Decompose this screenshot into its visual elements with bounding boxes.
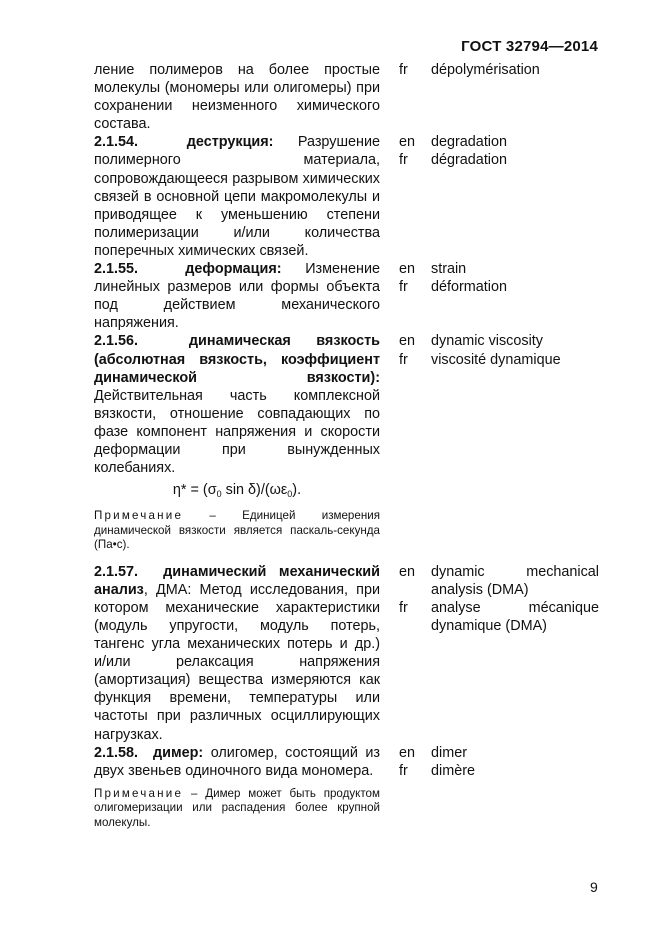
- translation-fr: [399, 278, 599, 296]
- lang-code: en: [399, 744, 416, 761]
- translation-text: dimer: [431, 744, 467, 761]
- term-number: 2.1.57.: [94, 563, 139, 580]
- term-entry-2-1-57: [94, 563, 604, 744]
- translation-text: déformation: [431, 279, 507, 296]
- lang-code: fr: [399, 279, 408, 296]
- term-paragraph: [94, 563, 380, 744]
- lang-code: fr: [399, 599, 408, 616]
- translation-text: dynamic viscosity: [431, 333, 543, 350]
- translation-en: [399, 744, 599, 762]
- term-paragraph: [94, 260, 380, 332]
- note: [94, 509, 380, 553]
- terms-list: [94, 61, 604, 830]
- translation-text: degradation: [431, 134, 508, 151]
- formula-subscript: 0: [287, 489, 293, 500]
- term-entry-2-1-55: [94, 260, 604, 332]
- term-translations: [399, 744, 599, 780]
- term-number: 2.1.56.: [94, 333, 139, 350]
- note-text: – Димер может быть продуктом олигомеризации или распадения более крупной молекулы.: [94, 786, 380, 829]
- term-entry-continuation: [94, 61, 604, 133]
- term-paragraph: [94, 133, 380, 260]
- document-header: ГОСТ 32794—2014: [461, 38, 598, 55]
- term-definition: , ДМА: Метод исследования, при котором механические характеристики (модуль упругости, модуль потерь, тангенс угла механических потерь и др.) и/или релаксация напряжения (амортизация) вещества измеряются как функция времени, температуры или частоты при различных осциллирующих нагрузках.: [94, 581, 380, 743]
- note-label: Примечание: [94, 786, 184, 800]
- term-translations: [399, 61, 599, 79]
- term-title: динамический механический анализ: [94, 563, 381, 598]
- term-title: деструкция:: [186, 134, 274, 151]
- term-number: 2.1.54.: [94, 134, 139, 151]
- translation-text: analyse mécanique dynamique (DMA): [431, 599, 599, 634]
- translation-en: [399, 260, 599, 278]
- translation-text: dégradation: [431, 152, 508, 169]
- translation-text: dynamic mechanical analysis (DMA): [431, 563, 599, 598]
- term-title: димер:: [153, 744, 204, 761]
- term-translations: [399, 133, 599, 169]
- lang-code: en: [399, 333, 416, 350]
- term-entry-2-1-58: [94, 744, 604, 831]
- translation-en: [399, 563, 599, 599]
- translation-fr: [399, 351, 599, 369]
- translation-text: dépolymérisation: [431, 62, 540, 78]
- term-paragraph: [94, 744, 380, 780]
- formula-part: sin δ)/(ωε: [221, 482, 288, 499]
- term-translations: [399, 332, 599, 368]
- term-definition: Разрушение полимерного материала, сопровождающееся разрывом химических связей в основной цепи макромолекулы и приводящее к уменьшению степени полимеризации и/или количества поперечных химических связей.: [94, 134, 381, 259]
- lang-code: en: [399, 134, 416, 151]
- lang-code: en: [399, 261, 416, 278]
- term-definition: Действительная часть комплексной вязкости, отношение совпадающих по фазе компонент напряжения и скорости деформации при вынужденных колебаниях.: [94, 387, 380, 477]
- lang-code: fr: [399, 762, 408, 779]
- translation-text: strain: [431, 261, 467, 278]
- lang-code: en: [399, 563, 416, 580]
- translation-en: [399, 332, 599, 350]
- term-definition: ление полимеров на более простые молекулы (мономеры или олигомеры) при сохранении неизменного химического состава.: [94, 62, 380, 133]
- term-title: динамическая вязкость (абсолютная вязкость, коэффициент динамической вязкости):: [94, 333, 380, 386]
- formula-part: ).: [292, 482, 302, 499]
- term-number: 2.1.55.: [94, 261, 139, 278]
- translation-text: viscosité dynamique: [431, 351, 561, 368]
- translation-fr: [399, 762, 599, 780]
- translation-text: dimère: [431, 762, 475, 779]
- lang-code: fr: [399, 152, 408, 169]
- term-entry-2-1-56: [94, 332, 604, 552]
- note-text: – Единицей измерения динамической вязкости является паскаль-секунда (Па•с).: [94, 509, 380, 552]
- term-entry-2-1-54: [94, 133, 604, 260]
- term-translations: [399, 563, 599, 635]
- page-number: 9: [590, 879, 598, 895]
- translation-fr: [399, 599, 599, 635]
- term-title: деформация:: [185, 261, 282, 278]
- term-paragraph: [94, 332, 380, 477]
- note-label: Примечание: [94, 509, 184, 523]
- lang-code: fr: [399, 62, 408, 78]
- formula: [94, 481, 380, 499]
- formula-part: η* = (σ: [172, 482, 217, 499]
- lang-code: fr: [399, 351, 408, 368]
- term-definition: Изменение линейных размеров или формы объекта под действием механического напряжения.: [94, 261, 380, 332]
- term-translations: [399, 260, 599, 296]
- term-definition: олигомер, состоящий из двух звеньев одиночного вида мономера.: [94, 744, 380, 779]
- translation-en: [399, 133, 599, 151]
- translation-fr: [399, 61, 599, 79]
- translation-fr: [399, 151, 599, 169]
- term-number: 2.1.58.: [94, 744, 139, 761]
- formula-subscript: 0: [216, 489, 222, 500]
- note: [94, 787, 380, 831]
